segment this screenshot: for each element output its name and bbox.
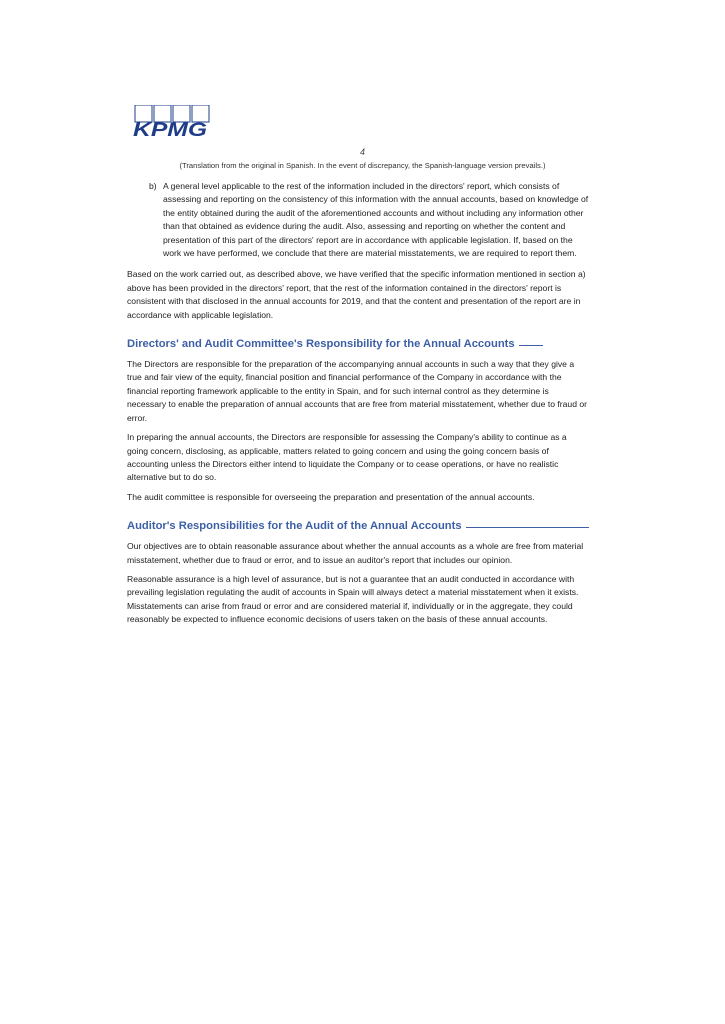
document-body <box>127 180 589 633</box>
heading-rule <box>466 527 589 528</box>
heading-rule <box>519 345 543 346</box>
paragraph: Our objectives are to obtain reasonable assurance about whether the annual accounts as a whole are free from material misstatement, whether due to fraud or error, and to issue an auditor's report that includes our opinion. <box>127 541 584 565</box>
list-marker: b) <box>149 181 157 191</box>
page-number: 4 <box>359 147 365 157</box>
section-heading-auditor-responsibilities: Auditor's Responsibilities for the Audit of the Annual Accounts <box>127 518 589 534</box>
paragraph: The audit committee is responsible for overseeing the preparation and presentation of the annual accounts. <box>127 491 535 502</box>
section-heading-directors-responsibility: Directors' and Audit Committee's Responsibility for the Annual Accounts <box>127 336 589 352</box>
paragraph: The Directors are responsible for the preparation of the accompanying annual accounts in such a way that they give a true and fair view of the equity, financial position and financial performance of the Company in accordance with the financial reporting framework applicable to the entity in Spain, and for such internal control as they determine is necessary to enable the preparation of annual accounts that are free from material misstatement, whether due to fraud or error. <box>127 359 588 423</box>
paragraph: Reasonable assurance is a high level of assurance, but is not a guarantee that an audit conducted in accordance with prevailing legislation regulating the audit of accounts in Spain will always detect a material misstatement when it exists. Misstatements can arise from fraud or error and are considered material if, individually or in the aggregate, they could reasonably be expected to influence economic decisions of users taken on the basis of these annual accounts. <box>127 573 579 625</box>
svg-text:KPMG: KPMG <box>133 120 208 139</box>
list-item-b <box>127 180 589 260</box>
paragraph-conclusion: Based on the work carried out, as described above, we have verified that the specific information mentioned in section a) above has been provided in the directors' report, that the rest of the information contained in the directors' report is consistent with that disclosed in the annual accounts for 2019, and that the content and presentation of the report are in accordance with applicable legislation. <box>127 269 586 320</box>
list-item-text: A general level applicable to the rest of the information included in the directors' report, which consists of assessing and reporting on the consistency of this information with the annual accounts, based on knowledge of the entity obtained during the audit of the aforementioned accounts and without including any information other than that obtained as evidence during the audit. Also, assessing and reporting on whether the content and presentation of this part of the directors' report are in accordance with applicable legislation. If, based on the work we have performed, we conclude that there are material misstatements, we are required to report them. <box>163 181 589 259</box>
translation-note: (Translation from the original in Spanish. In the event of discrepancy, the Spanish-language version prevails.) <box>179 161 546 170</box>
kpmg-logo <box>133 105 211 139</box>
paragraph: In preparing the annual accounts, the Directors are responsible for assessing the Company's ability to continue as a going concern, disclosing, as applicable, matters related to going concern and using the going concern basis of accounting unless the Directors either intend to liquidate the Company or to cease operations, or have no realistic alternative but to do so. <box>127 432 567 483</box>
